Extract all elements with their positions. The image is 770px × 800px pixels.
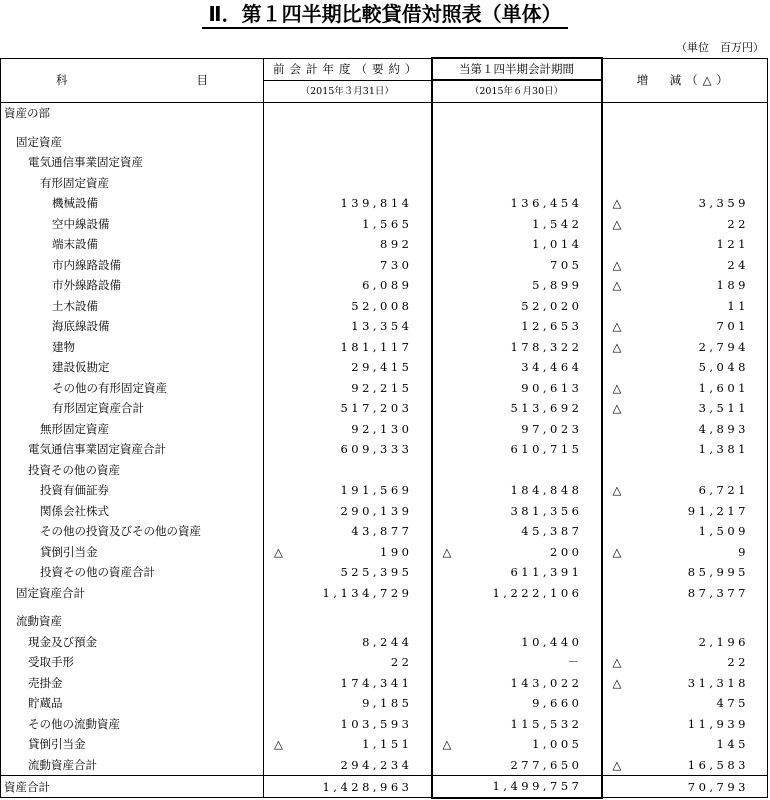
cell-value: 6,089 xyxy=(362,278,413,293)
cell-value: 5,899 xyxy=(532,278,583,293)
cell-diff xyxy=(602,501,768,522)
cell-curr xyxy=(432,521,602,542)
cell-diff xyxy=(602,173,768,194)
cell-prev xyxy=(264,460,432,481)
cell-diff xyxy=(602,124,768,132)
cell-diff xyxy=(602,316,768,337)
cell-curr xyxy=(432,480,602,501)
cell-curr xyxy=(432,611,602,632)
cell-diff xyxy=(602,583,768,604)
row-label: 市内線路設備 xyxy=(1,255,264,276)
cell-curr xyxy=(432,652,602,673)
cell-prev xyxy=(264,501,432,522)
cell-diff xyxy=(602,755,768,776)
table-row xyxy=(1,275,768,296)
cell-diff xyxy=(602,693,768,714)
cell-value: 705 xyxy=(550,257,583,272)
cell-curr xyxy=(432,296,602,317)
cell-curr xyxy=(432,398,602,419)
negative-mark: △ xyxy=(612,196,622,210)
table-row xyxy=(1,124,768,132)
cell-prev xyxy=(264,193,432,214)
negative-mark: △ xyxy=(612,278,622,292)
cell-prev xyxy=(264,562,432,583)
cell-value: 701 xyxy=(716,319,749,334)
header-curr xyxy=(432,58,602,80)
cell-curr xyxy=(432,439,602,460)
row-label: 有形固定資産合計 xyxy=(1,398,264,419)
cell-value: 121 xyxy=(716,237,749,252)
cell-prev xyxy=(264,152,432,173)
header-item-right: 目 xyxy=(196,73,208,88)
cell-diff xyxy=(602,275,768,296)
cell-prev xyxy=(264,124,432,132)
cell-curr xyxy=(432,693,602,714)
row-label: 売掛金 xyxy=(1,673,264,694)
header-diff-label: 増 減（△） xyxy=(636,73,733,88)
table-row xyxy=(1,337,768,358)
cell-value: 52,008 xyxy=(351,298,413,313)
cell-value: 277,650 xyxy=(510,757,583,772)
cell-value: 2,196 xyxy=(698,634,749,649)
cell-prev xyxy=(264,693,432,714)
row-label: 資産合計 xyxy=(1,776,264,798)
row-label: 関係会社株式 xyxy=(1,501,264,522)
cell-curr xyxy=(432,632,602,653)
cell-diff xyxy=(602,193,768,214)
row-label: 建設仮勘定 xyxy=(1,357,264,378)
cell-value: 184,848 xyxy=(510,483,583,498)
table-row xyxy=(1,480,768,501)
row-label: その他の投資及びその他の資産 xyxy=(1,521,264,542)
cell-prev xyxy=(264,337,432,358)
cell-curr xyxy=(432,132,602,153)
cell-value: 87,377 xyxy=(687,585,749,600)
cell-value: 1,601 xyxy=(698,380,749,395)
cell-curr xyxy=(432,776,602,798)
cell-curr xyxy=(432,734,602,755)
cell-diff xyxy=(602,296,768,317)
negative-mark: △ xyxy=(612,319,622,333)
cell-value: 8,244 xyxy=(362,634,413,649)
cell-value: 1,499,757 xyxy=(492,779,583,794)
cell-curr xyxy=(432,357,602,378)
cell-value: 892 xyxy=(380,237,413,252)
cell-value: － xyxy=(567,655,583,670)
negative-mark: △ xyxy=(274,737,283,751)
table-row xyxy=(1,173,768,194)
table-row xyxy=(1,419,768,440)
cell-value: 1,509 xyxy=(698,524,749,539)
cell-value: 13,354 xyxy=(351,319,413,334)
table-row xyxy=(1,562,768,583)
cell-value: 191,569 xyxy=(340,483,413,498)
cell-diff xyxy=(602,673,768,694)
cell-value: 3,511 xyxy=(698,401,749,416)
cell-curr xyxy=(432,755,602,776)
cell-value: 174,341 xyxy=(340,675,413,690)
cell-value: 22 xyxy=(727,216,749,231)
table-row xyxy=(1,296,768,317)
cell-value: 475 xyxy=(716,696,749,711)
cell-diff xyxy=(602,378,768,399)
page-title-text: Ⅱ．第１四半期比較貸借対照表（単体） xyxy=(202,2,567,29)
cell-curr xyxy=(432,173,602,194)
cell-prev xyxy=(264,652,432,673)
cell-value: 178,322 xyxy=(510,339,583,354)
cell-prev xyxy=(264,673,432,694)
cell-curr xyxy=(432,673,602,694)
cell-diff xyxy=(602,776,768,798)
cell-value: 381,356 xyxy=(510,503,583,518)
table-row xyxy=(1,378,768,399)
header-item-left: 科 xyxy=(56,73,68,88)
row-label: 貸倒引当金 xyxy=(1,542,264,563)
table-row xyxy=(1,755,768,776)
cell-prev xyxy=(264,755,432,776)
cell-curr xyxy=(432,419,602,440)
cell-diff xyxy=(602,632,768,653)
cell-curr xyxy=(432,124,602,132)
cell-diff xyxy=(602,460,768,481)
cell-prev xyxy=(264,480,432,501)
cell-value: 34,464 xyxy=(521,360,583,375)
cell-value: 52,020 xyxy=(521,298,583,313)
negative-mark: △ xyxy=(612,544,622,559)
cell-curr xyxy=(432,562,602,583)
page-title xyxy=(0,2,770,29)
cell-diff xyxy=(602,255,768,276)
table-row xyxy=(1,439,768,460)
cell-diff xyxy=(602,214,768,235)
table-row xyxy=(1,132,768,153)
cell-value: 189 xyxy=(716,278,749,293)
table-row xyxy=(1,673,768,694)
row-label: 端末設備 xyxy=(1,234,264,255)
cell-value: 2,794 xyxy=(698,339,749,354)
cell-curr xyxy=(432,603,602,611)
cell-prev xyxy=(264,316,432,337)
cell-curr xyxy=(432,234,602,255)
header-curr-label: 当第１四半期会計期間 xyxy=(459,62,574,76)
table-row xyxy=(1,501,768,522)
cell-value: 3,359 xyxy=(698,196,749,211)
row-label: 固定資産合計 xyxy=(1,583,264,604)
cell-curr xyxy=(432,714,602,735)
row-label xyxy=(1,124,264,132)
row-label: 貯蔵品 xyxy=(1,693,264,714)
cell-value: 145 xyxy=(716,737,749,752)
row-label: 固定資産 xyxy=(1,132,264,153)
cell-prev xyxy=(264,357,432,378)
table-row xyxy=(1,460,768,481)
cell-diff xyxy=(602,480,768,501)
table-row xyxy=(1,611,768,632)
cell-prev xyxy=(264,378,432,399)
cell-prev xyxy=(264,611,432,632)
cell-curr xyxy=(432,103,602,124)
cell-curr xyxy=(432,214,602,235)
cell-value: 294,234 xyxy=(340,757,413,772)
header-prev xyxy=(264,58,432,80)
cell-diff xyxy=(602,734,768,755)
cell-value: 136,454 xyxy=(510,196,583,211)
cell-diff xyxy=(602,337,768,358)
row-label: 受取手形 xyxy=(1,652,264,673)
row-label: 電気通信事業固定資産 xyxy=(1,152,264,173)
cell-prev xyxy=(264,583,432,604)
cell-prev xyxy=(264,439,432,460)
cell-prev xyxy=(264,214,432,235)
cell-value: 97,023 xyxy=(521,421,583,436)
table-row xyxy=(1,103,768,124)
cell-value: 1,428,963 xyxy=(322,779,413,794)
row-label: 空中線設備 xyxy=(1,214,264,235)
cell-prev xyxy=(264,776,432,798)
cell-prev xyxy=(264,419,432,440)
cell-value: 11,939 xyxy=(687,716,749,731)
cell-value: 730 xyxy=(380,257,413,272)
row-label: その他の流動資産 xyxy=(1,714,264,735)
table-row xyxy=(1,693,768,714)
row-label: 投資有価証券 xyxy=(1,480,264,501)
table-row xyxy=(1,583,768,604)
cell-prev xyxy=(264,103,432,124)
cell-value: 29,415 xyxy=(351,360,413,375)
row-label: 土木設備 xyxy=(1,296,264,317)
cell-value: 12,653 xyxy=(521,319,583,334)
cell-value: 16,583 xyxy=(687,757,749,772)
header-item xyxy=(1,58,264,103)
cell-value: 103,593 xyxy=(340,716,413,731)
table-row xyxy=(1,214,768,235)
table-row xyxy=(1,255,768,276)
cell-diff xyxy=(602,542,768,563)
cell-value: 91,217 xyxy=(687,503,749,518)
cell-value: 609,333 xyxy=(340,442,413,457)
cell-curr xyxy=(432,275,602,296)
negative-mark: △ xyxy=(612,483,622,497)
table-row xyxy=(1,521,768,542)
row-label: 電気通信事業固定資産合計 xyxy=(1,439,264,460)
negative-mark: △ xyxy=(612,675,622,690)
cell-value: 4,893 xyxy=(698,421,749,436)
cell-diff xyxy=(602,357,768,378)
table-row xyxy=(1,316,768,337)
negative-mark: △ xyxy=(612,339,622,354)
row-label: 建物 xyxy=(1,337,264,358)
cell-value: 115,532 xyxy=(510,716,583,731)
balance-sheet-table xyxy=(0,57,768,799)
cell-prev xyxy=(264,275,432,296)
row-label: 貸倒引当金 xyxy=(1,734,264,755)
row-label: 有形固定資産 xyxy=(1,173,264,194)
cell-prev xyxy=(264,521,432,542)
cell-prev xyxy=(264,398,432,419)
header-diff xyxy=(602,58,768,103)
table-row xyxy=(1,193,768,214)
cell-prev xyxy=(264,132,432,153)
cell-diff xyxy=(602,439,768,460)
table-row xyxy=(1,542,768,563)
cell-prev xyxy=(264,714,432,735)
cell-value: 1,134,729 xyxy=(322,585,413,600)
cell-curr xyxy=(432,378,602,399)
cell-diff xyxy=(602,132,768,153)
cell-value: 92,130 xyxy=(351,421,413,436)
cell-value: 5,048 xyxy=(698,360,749,375)
cell-diff xyxy=(602,611,768,632)
cell-value: 290,139 xyxy=(340,503,413,518)
cell-diff xyxy=(602,234,768,255)
cell-value: 92,215 xyxy=(351,380,413,395)
cell-value: 139,814 xyxy=(340,196,413,211)
table-row xyxy=(1,632,768,653)
cell-value: 1,542 xyxy=(532,216,583,231)
cell-value: 190 xyxy=(380,544,413,559)
table-body xyxy=(1,103,768,798)
cell-curr xyxy=(432,542,602,563)
cell-value: 517,203 xyxy=(340,401,413,416)
table-row xyxy=(1,398,768,419)
cell-value: 70,793 xyxy=(687,779,749,794)
cell-prev xyxy=(264,632,432,653)
table-row xyxy=(1,714,768,735)
row-label: 海底線設備 xyxy=(1,316,264,337)
row-label: 市外線路設備 xyxy=(1,275,264,296)
cell-diff xyxy=(602,521,768,542)
row-label: 資産の部 xyxy=(1,103,264,124)
negative-mark: △ xyxy=(612,757,622,772)
row-label: 機械設備 xyxy=(1,193,264,214)
cell-value: 45,387 xyxy=(521,524,583,539)
cell-curr xyxy=(432,583,602,604)
row-label xyxy=(1,603,264,611)
cell-value: 1,222,106 xyxy=(492,585,583,600)
cell-curr xyxy=(432,337,602,358)
cell-diff xyxy=(602,152,768,173)
cell-curr xyxy=(432,460,602,481)
cell-value: 610,715 xyxy=(510,442,583,457)
cell-value: 1,381 xyxy=(698,442,749,457)
negative-mark: △ xyxy=(442,544,452,559)
table-row xyxy=(1,234,768,255)
header-prev-date: （2015年３月31日） xyxy=(264,80,432,103)
cell-prev xyxy=(264,603,432,611)
row-label: 投資その他の資産 xyxy=(1,460,264,481)
cell-value: 90,613 xyxy=(521,380,583,395)
cell-value: 22 xyxy=(390,655,413,670)
cell-value: 9,660 xyxy=(532,696,583,711)
cell-diff xyxy=(602,714,768,735)
cell-value: 10,440 xyxy=(521,634,583,649)
negative-mark: △ xyxy=(612,401,622,415)
cell-value: 1,565 xyxy=(362,216,413,231)
cell-prev xyxy=(264,255,432,276)
table-row xyxy=(1,776,768,798)
negative-mark: △ xyxy=(612,216,622,231)
cell-value: 9 xyxy=(738,544,749,559)
row-label: 現金及び預金 xyxy=(1,632,264,653)
header-curr-date: （2015年６月30日） xyxy=(432,80,602,103)
unit-label: （単位 百万円） xyxy=(676,41,764,54)
cell-curr xyxy=(432,316,602,337)
cell-curr xyxy=(432,501,602,522)
cell-value: 611,391 xyxy=(510,565,583,580)
cell-value: 143,022 xyxy=(510,675,583,690)
cell-value: 9,185 xyxy=(362,696,413,711)
cell-value: 6,721 xyxy=(698,483,749,498)
cell-prev xyxy=(264,173,432,194)
negative-mark: △ xyxy=(274,544,283,559)
cell-value: 11 xyxy=(727,298,749,313)
cell-value: 24 xyxy=(727,257,749,272)
cell-value: 1,005 xyxy=(532,737,583,752)
cell-prev xyxy=(264,234,432,255)
cell-value: 200 xyxy=(550,544,583,559)
cell-prev xyxy=(264,296,432,317)
cell-value: 1,014 xyxy=(532,237,583,252)
cell-value: 31,318 xyxy=(687,675,749,690)
cell-prev xyxy=(264,542,432,563)
cell-curr xyxy=(432,193,602,214)
row-label: 流動資産 xyxy=(1,611,264,632)
cell-value: 181,117 xyxy=(340,339,413,354)
cell-diff xyxy=(602,419,768,440)
table-row xyxy=(1,152,768,173)
table-row xyxy=(1,734,768,755)
table-row xyxy=(1,652,768,673)
cell-value: 525,395 xyxy=(340,565,413,580)
row-label: その他の有形固定資産 xyxy=(1,378,264,399)
header-prev-label: 前会計年度（要約） xyxy=(273,62,422,76)
cell-diff xyxy=(602,398,768,419)
cell-curr xyxy=(432,152,602,173)
row-label: 流動資産合計 xyxy=(1,755,264,776)
cell-diff xyxy=(602,603,768,611)
table-row xyxy=(1,357,768,378)
cell-prev xyxy=(264,734,432,755)
cell-value: 85,995 xyxy=(687,565,749,580)
row-label: 無形固定資産 xyxy=(1,419,264,440)
cell-diff xyxy=(602,562,768,583)
negative-mark: △ xyxy=(612,380,622,395)
cell-value: 43,877 xyxy=(351,524,413,539)
negative-mark: △ xyxy=(612,655,622,669)
cell-diff xyxy=(602,652,768,673)
row-label: 投資その他の資産合計 xyxy=(1,562,264,583)
negative-mark: △ xyxy=(442,737,452,751)
negative-mark: △ xyxy=(612,257,622,272)
table-row xyxy=(1,603,768,611)
cell-diff xyxy=(602,103,768,124)
cell-curr xyxy=(432,255,602,276)
cell-value: 22 xyxy=(727,655,749,670)
cell-value: 1,151 xyxy=(362,737,413,752)
cell-value: 513,692 xyxy=(510,401,583,416)
